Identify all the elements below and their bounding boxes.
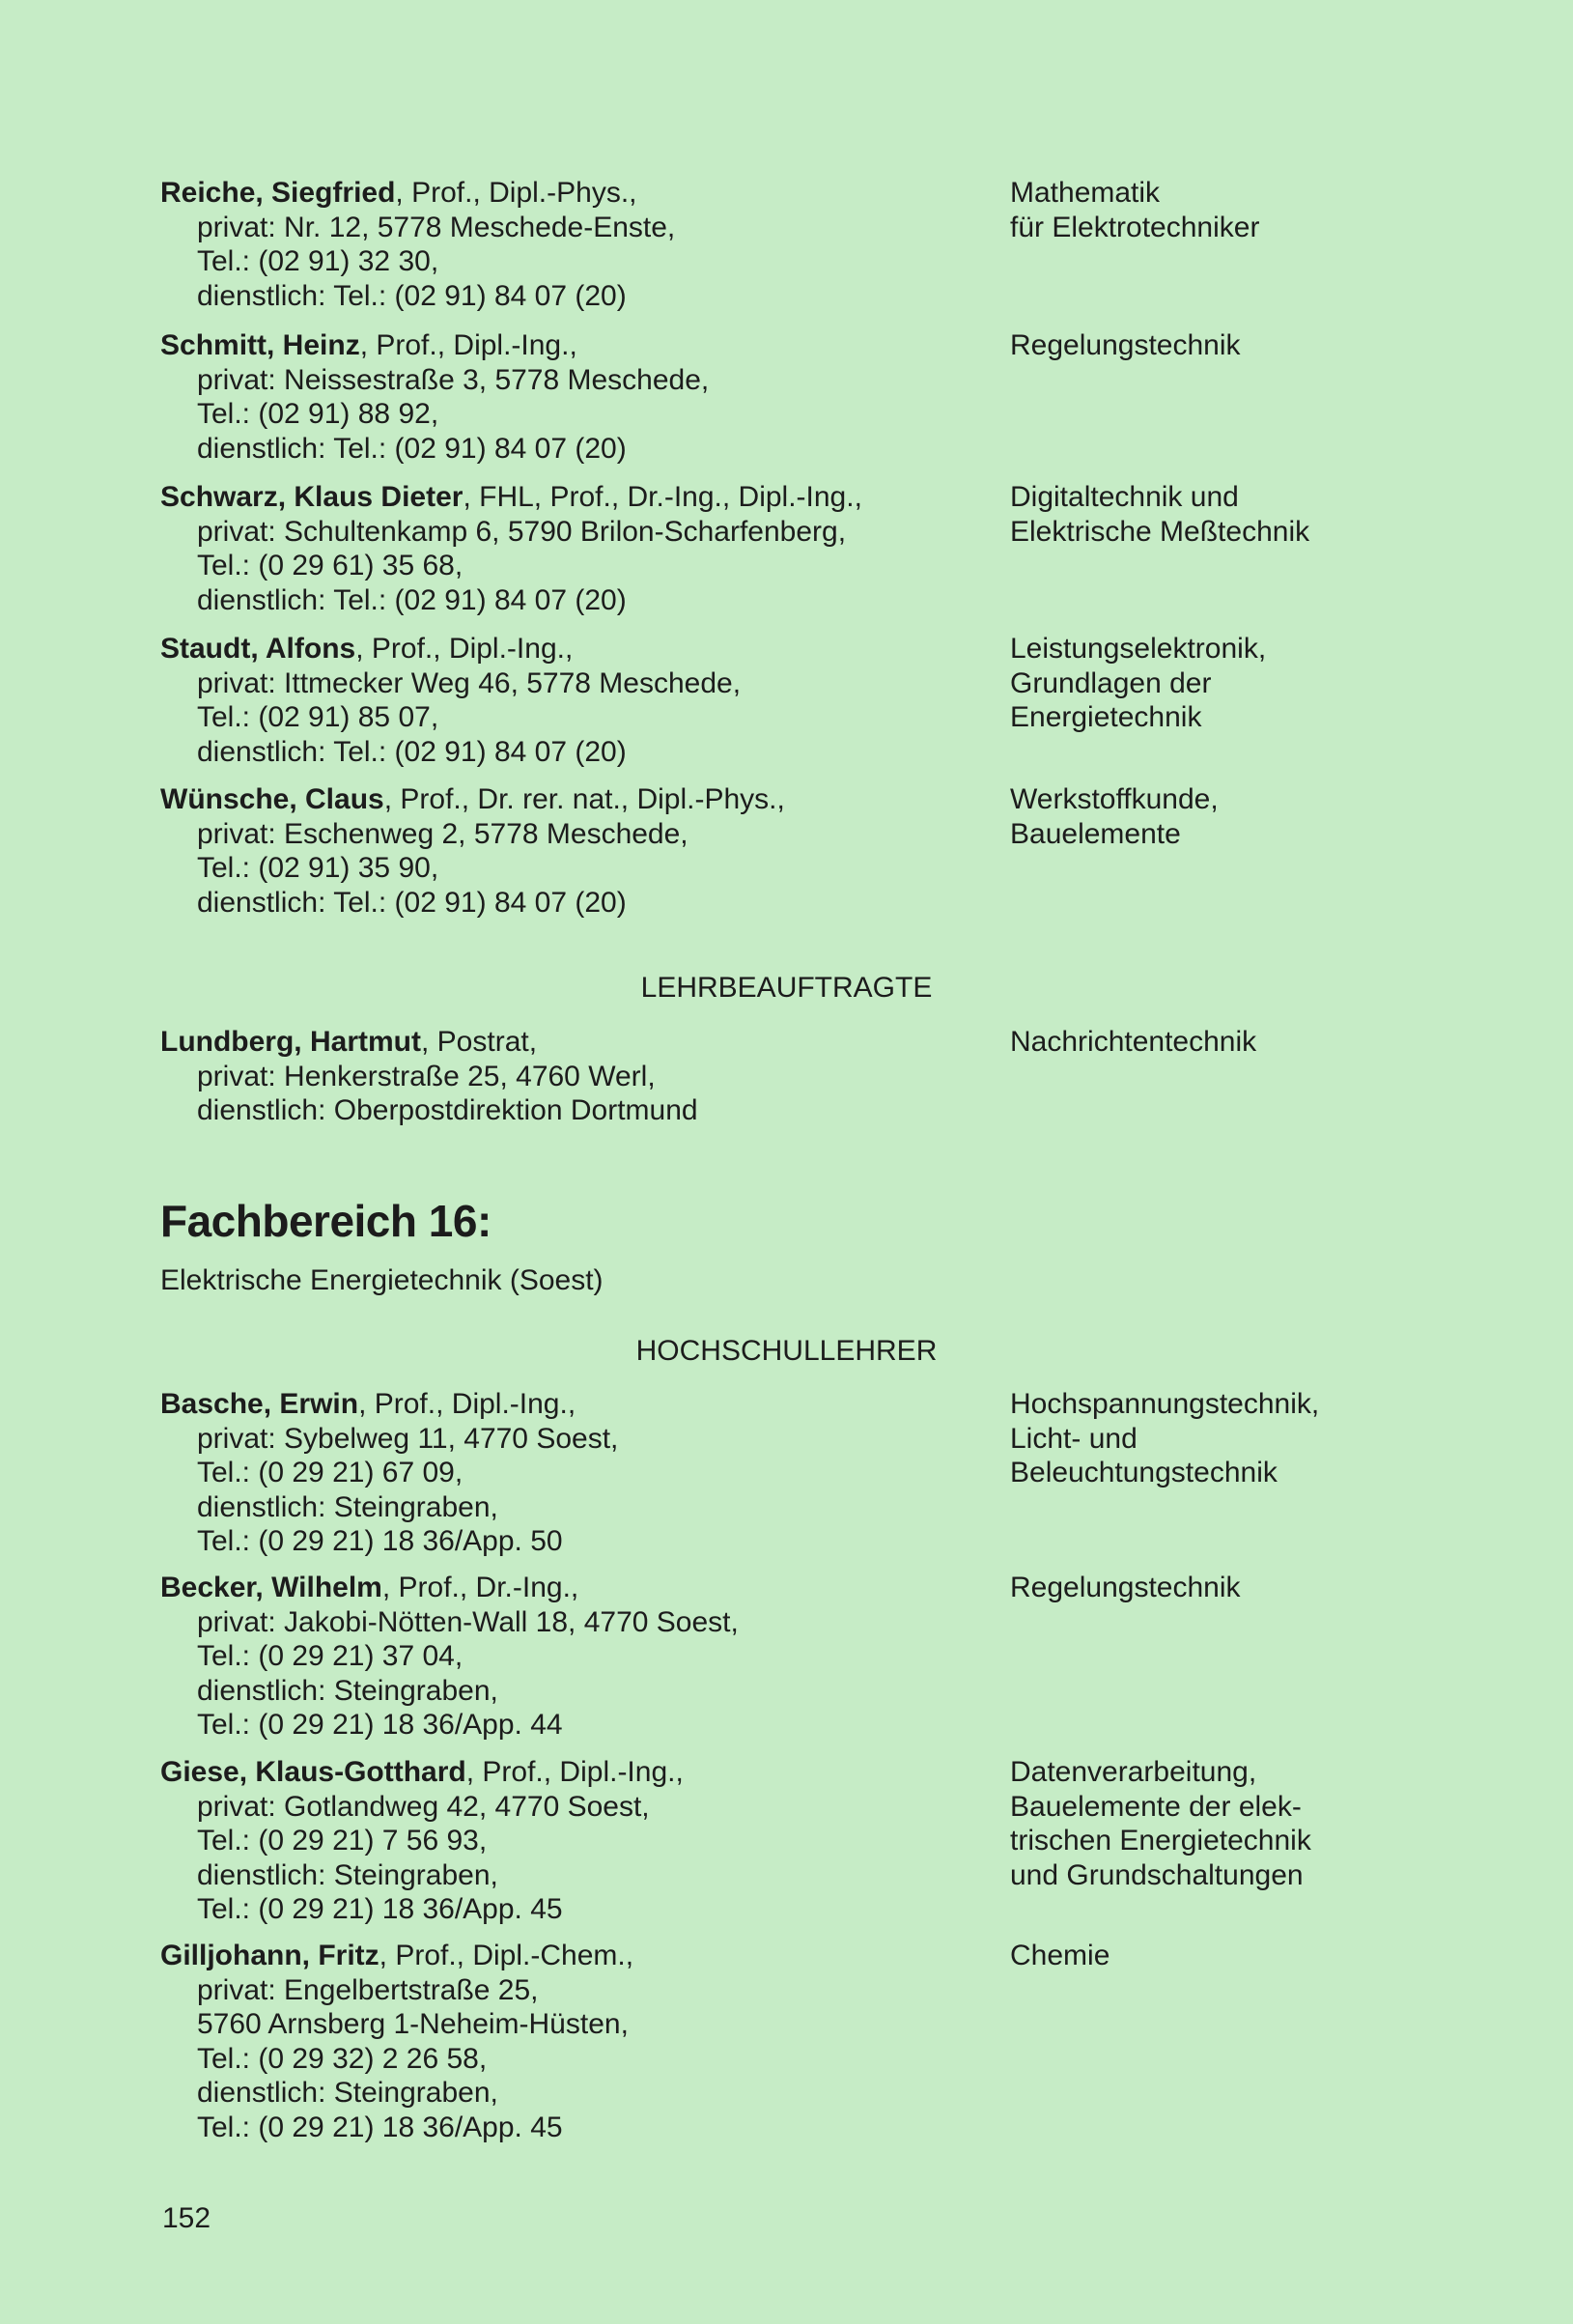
person-title: , FHL, Prof., Dr.-Ing., Dipl.-Ing., xyxy=(463,481,862,513)
subject-line: und Grundschaltungen xyxy=(1010,1858,1304,1891)
entry-line: privat: Engelbertstraße 25, xyxy=(197,1973,539,2006)
person-title: , Prof., Dipl.-Chem., xyxy=(379,1940,634,1971)
entry-subjects xyxy=(1010,480,1474,549)
person-name: Basche, Erwin xyxy=(160,1388,359,1420)
entry-subjects xyxy=(1010,328,1474,363)
subject-line: Werkstoffkunde, xyxy=(1010,783,1219,815)
entry-line: dienstlich: Tel.: (02 91) 84 07 (20) xyxy=(197,735,627,768)
entry-line: dienstlich: Tel.: (02 91) 84 07 (20) xyxy=(197,279,627,312)
entry-subjects xyxy=(1010,1571,1474,1605)
entry-line: privat: Gotlandweg 42, 4770 Soest, xyxy=(197,1790,650,1823)
entry-line: Tel.: (02 91) 85 07, xyxy=(197,701,439,733)
entry-line: Tel.: (0 29 21) 37 04, xyxy=(197,1640,463,1672)
entry-line: Tel.: (0 29 21) 18 36/App. 44 xyxy=(197,1709,563,1741)
entry-line: dienstlich: Steingraben, xyxy=(197,1674,498,1707)
subject-line: Nachrichtentechnik xyxy=(1010,1026,1257,1058)
person-name: Becker, Wilhelm xyxy=(160,1572,382,1603)
entry-subjects xyxy=(1010,632,1474,735)
subject-line: Energietechnik xyxy=(1010,701,1202,733)
entry-line: Tel.: (0 29 32) 2 26 58, xyxy=(197,2042,488,2075)
entry-subjects xyxy=(1010,1755,1474,1892)
entry-details xyxy=(160,176,991,313)
subject-line: Digitaltechnik und xyxy=(1010,481,1239,513)
person-name: Lundberg, Hartmut xyxy=(160,1026,421,1058)
subject-line: für Elektrotechniker xyxy=(1010,211,1260,243)
entry-line: privat: Neissestraße 3, 5778 Meschede, xyxy=(197,363,710,396)
department-title: Fachbereich 16: xyxy=(160,1196,492,1246)
subject-line: Regelungstechnik xyxy=(1010,329,1241,361)
entry-line: dienstlich: Oberpostdirektion Dortmund xyxy=(197,1094,698,1126)
entry-details xyxy=(160,328,991,466)
section-heading: LEHRBEAUFTRAGTE xyxy=(640,972,933,1004)
entry-subjects xyxy=(1010,176,1474,244)
entry-line: Tel.: (0 29 21) 18 36/App. 45 xyxy=(197,1893,563,1925)
subject-line: Hochspannungstechnik, xyxy=(1010,1388,1320,1420)
entry-line: dienstlich: Steingraben, xyxy=(197,1490,498,1523)
entry-line: privat: Eschenweg 2, 5778 Meschede, xyxy=(197,817,688,850)
department-subtitle: Elektrische Energietechnik (Soest) xyxy=(160,1264,604,1296)
subject-line: Elektrische Meßtechnik xyxy=(1010,515,1310,548)
entry-line: Tel.: (02 91) 35 90, xyxy=(197,852,439,884)
subject-line: Regelungstechnik xyxy=(1010,1572,1241,1603)
entry-line: Tel.: (02 91) 88 92, xyxy=(197,398,439,430)
subject-line: Bauelemente der elek- xyxy=(1010,1790,1302,1823)
entry-line: privat: Jakobi-Nötten-Wall 18, 4770 Soest, xyxy=(197,1605,739,1638)
entry-details xyxy=(160,1939,991,2144)
subject-line: trischen Energietechnik xyxy=(1010,1825,1311,1856)
person-title: , Prof., Dipl.-Ing., xyxy=(358,1388,576,1420)
entry-line: privat: Sybelweg 11, 4770 Soest, xyxy=(197,1422,619,1455)
person-title: , Prof., Dipl.-Phys., xyxy=(395,177,637,209)
person-title: , Prof., Dr. rer. nat., Dipl.-Phys., xyxy=(383,783,785,815)
entry-details xyxy=(160,1387,991,1559)
entry-line: Tel.: (0 29 21) 18 36/App. 50 xyxy=(197,1525,563,1557)
person-name: Giese, Klaus-Gotthard xyxy=(160,1756,466,1788)
entry-line: dienstlich: Steingraben, xyxy=(197,1858,498,1891)
entry-details xyxy=(160,782,991,920)
person-name: Reiche, Siegfried xyxy=(160,177,396,209)
entry-details xyxy=(160,480,991,617)
section-heading: HOCHSCHULLEHRER xyxy=(635,1335,938,1367)
person-name: Schmitt, Heinz xyxy=(160,329,360,361)
person-name: Schwarz, Klaus Dieter xyxy=(160,481,463,513)
subject-line: Grundlagen der xyxy=(1010,666,1212,699)
entry-details xyxy=(160,1025,991,1128)
entry-line: privat: Nr. 12, 5778 Meschede-Enste, xyxy=(197,211,676,243)
entry-line: privat: Schultenkamp 6, 5790 Brilon-Scharfenberg, xyxy=(197,515,847,548)
person-title: , Prof., Dipl.-Ing., xyxy=(359,329,577,361)
person-title: , Prof., Dr.-Ing., xyxy=(381,1572,579,1603)
person-title: , Postrat, xyxy=(421,1026,538,1058)
subject-line: Licht- und xyxy=(1010,1422,1138,1455)
subject-line: Bauelemente xyxy=(1010,817,1181,850)
entry-line: dienstlich: Tel.: (02 91) 84 07 (20) xyxy=(197,886,627,919)
entry-line: privat: Henkerstraße 25, 4760 Werl, xyxy=(197,1060,656,1092)
entry-line: dienstlich: Steingraben, xyxy=(197,2077,498,2109)
entry-line: Tel.: (0 29 61) 35 68, xyxy=(197,550,463,581)
entry-subjects xyxy=(1010,1939,1474,1973)
person-title: , Prof., Dipl.-Ing., xyxy=(465,1756,684,1788)
person-name: Wünsche, Claus xyxy=(160,783,384,815)
entry-line: Tel.: (0 29 21) 18 36/App. 45 xyxy=(197,2111,563,2143)
entry-details xyxy=(160,1755,991,1927)
entry-line: dienstlich: Tel.: (02 91) 84 07 (20) xyxy=(197,583,627,616)
subject-line: Datenverarbeitung, xyxy=(1010,1756,1257,1788)
entry-subjects xyxy=(1010,1387,1474,1490)
person-name: Gilljohann, Fritz xyxy=(160,1940,379,1971)
page-number: 152 xyxy=(162,2202,211,2234)
subject-line: Chemie xyxy=(1010,1940,1110,1971)
entry-line: privat: Ittmecker Weg 46, 5778 Meschede, xyxy=(197,666,742,699)
subject-line: Mathematik xyxy=(1010,177,1161,209)
entry-line: Tel.: (02 91) 32 30, xyxy=(197,245,439,277)
entry-line: Tel.: (0 29 21) 67 09, xyxy=(197,1457,463,1488)
subject-line: Beleuchtungstechnik xyxy=(1010,1457,1278,1488)
entry-subjects xyxy=(1010,1025,1474,1060)
entry-line: Tel.: (0 29 21) 7 56 93, xyxy=(197,1825,488,1856)
entry-details xyxy=(160,632,991,769)
entry-line: 5760 Arnsberg 1-Neheim-Hüsten, xyxy=(197,2008,629,2040)
entry-subjects xyxy=(1010,782,1474,851)
entry-details xyxy=(160,1571,991,1743)
person-title: , Prof., Dipl.-Ing., xyxy=(355,633,574,665)
entry-line: dienstlich: Tel.: (02 91) 84 07 (20) xyxy=(197,432,627,465)
person-name: Staudt, Alfons xyxy=(160,633,356,665)
subject-line: Leistungselektronik, xyxy=(1010,633,1267,665)
